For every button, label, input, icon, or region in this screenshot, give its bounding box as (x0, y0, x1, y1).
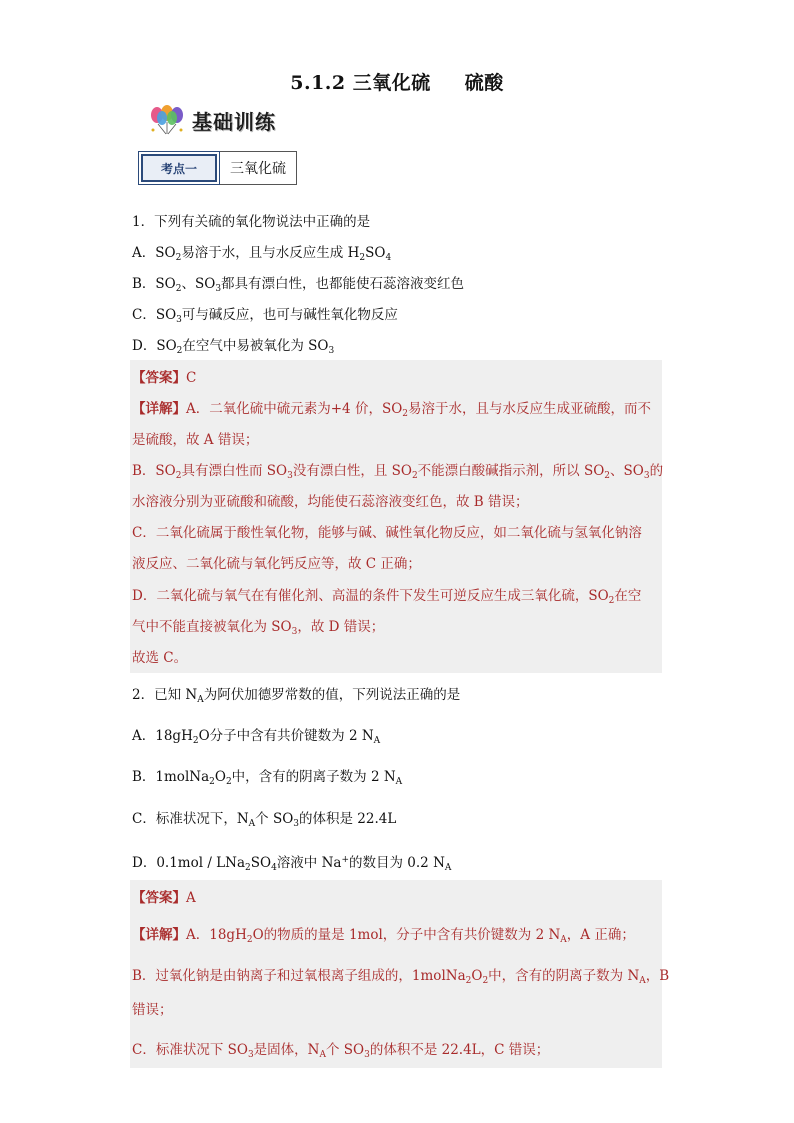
answer-2-detail-l4: C．标准状况下 $SO_3$是固体，$N_A$个 $SO_3$的体积不是 22.4L，C 错误； (132, 1042, 550, 1060)
page-title: 5.1.2 三氧化硫 硫酸 (290, 72, 504, 94)
q2-option-b: B．$1molNa_2O_2$中，含有的阴离子数为 2 $N_A$ (132, 769, 403, 787)
balloons-logo-icon (148, 104, 188, 136)
answer-1-detail-l2: 是硫酸，故 A 错误； (132, 432, 259, 448)
answer-1-detail-l7: D．二氧化硫与氧气在有催化剂、高温的条件下发生可逆反应生成三氧化硫，$SO_2$在空 (132, 588, 642, 606)
q1-option-a: A．$SO_2$易溶于水，且与水反应生成 $H_2SO_4$ (132, 245, 392, 263)
answer-2: 【答案】A (132, 890, 196, 906)
topic-name: 三氧化硫 (220, 151, 297, 185)
q1-option-b: B．$SO_2$、$SO_3$都具有漂白性，也都能使石蕊溶液变红色 (132, 276, 465, 294)
answer-1-detail-l8: 气中不能直接被氧化为 $SO_3$，故 D 错误； (132, 619, 385, 637)
section-header (148, 104, 276, 136)
q2-option-d: D．$0.1mol / LNa_2SO_4$溶液中 Na+的数目为 0.2 $N_A$ (132, 855, 452, 873)
answer-1-detail-l5: C．二氧化硫属于酸性氧化物，能够与碱、碱性氧化物反应，如二氧化硫与氢氧化钠溶 (132, 525, 642, 541)
answer-2-detail-l2: B．过氧化钠是由钠离子和过氧根离子组成的，$1molNa_2O_2$中，含有的阴离子数为 $N_A$，B (132, 968, 670, 986)
q1-option-d: D．$SO_2$在空气中易被氧化为 $SO_3$ (132, 338, 335, 356)
answer-1-detail-l4: 水溶液分别为亚硫酸和硫酸，均能使石蕊溶液变红色，故 B 错误； (132, 494, 529, 510)
answer-1-detail-l9: 故选 C。 (132, 650, 188, 666)
answer-2-detail-l3: 错误； (132, 1002, 173, 1018)
topic-box (138, 151, 297, 185)
answer-1-detail-l3: B．$SO_2$具有漂白性而 $SO_3$没有漂白性，且 $SO_2$不能漂白酸碱指示剂，所以 $SO_2$、$SO_3$的 (132, 463, 664, 481)
topic-tag: 考点一 (141, 154, 217, 182)
answer-1: 【答案】C (132, 370, 197, 386)
q1-option-c: C．$SO_3$可与碱反应，也可与碱性氧化物反应 (132, 307, 398, 325)
question-1-stem: 1．下列有关硫的氧化物说法中正确的是 (132, 214, 371, 230)
q2-option-c: C．标准状况下，$N_A$个 $SO_3$的体积是 22.4L (132, 811, 397, 829)
answer-2-detail-l1: 【详解】A．$18gH_2O$的物质的量是 1mol，分子中含有共价键数为 2 $N_A$，A 正确； (132, 927, 635, 945)
section-label: 基础训练 (192, 109, 276, 134)
answer-1-detail-l6: 液反应、二氧化硫与氧化钙反应等，故 C 正确； (132, 556, 421, 572)
answer-1-detail-l1: 【详解】A．二氧化硫中硫元素为+4 价，$SO_2$易溶于水，且与水反应生成亚硫酸，而不 (132, 401, 651, 419)
question-2-stem: 2．已知 $N_A$为阿伏加德罗常数的值，下列说法正确的是 (132, 687, 461, 705)
q2-option-a: A．$18gH_2O$分子中含有共价键数为 2 $N_A$ (132, 728, 381, 746)
